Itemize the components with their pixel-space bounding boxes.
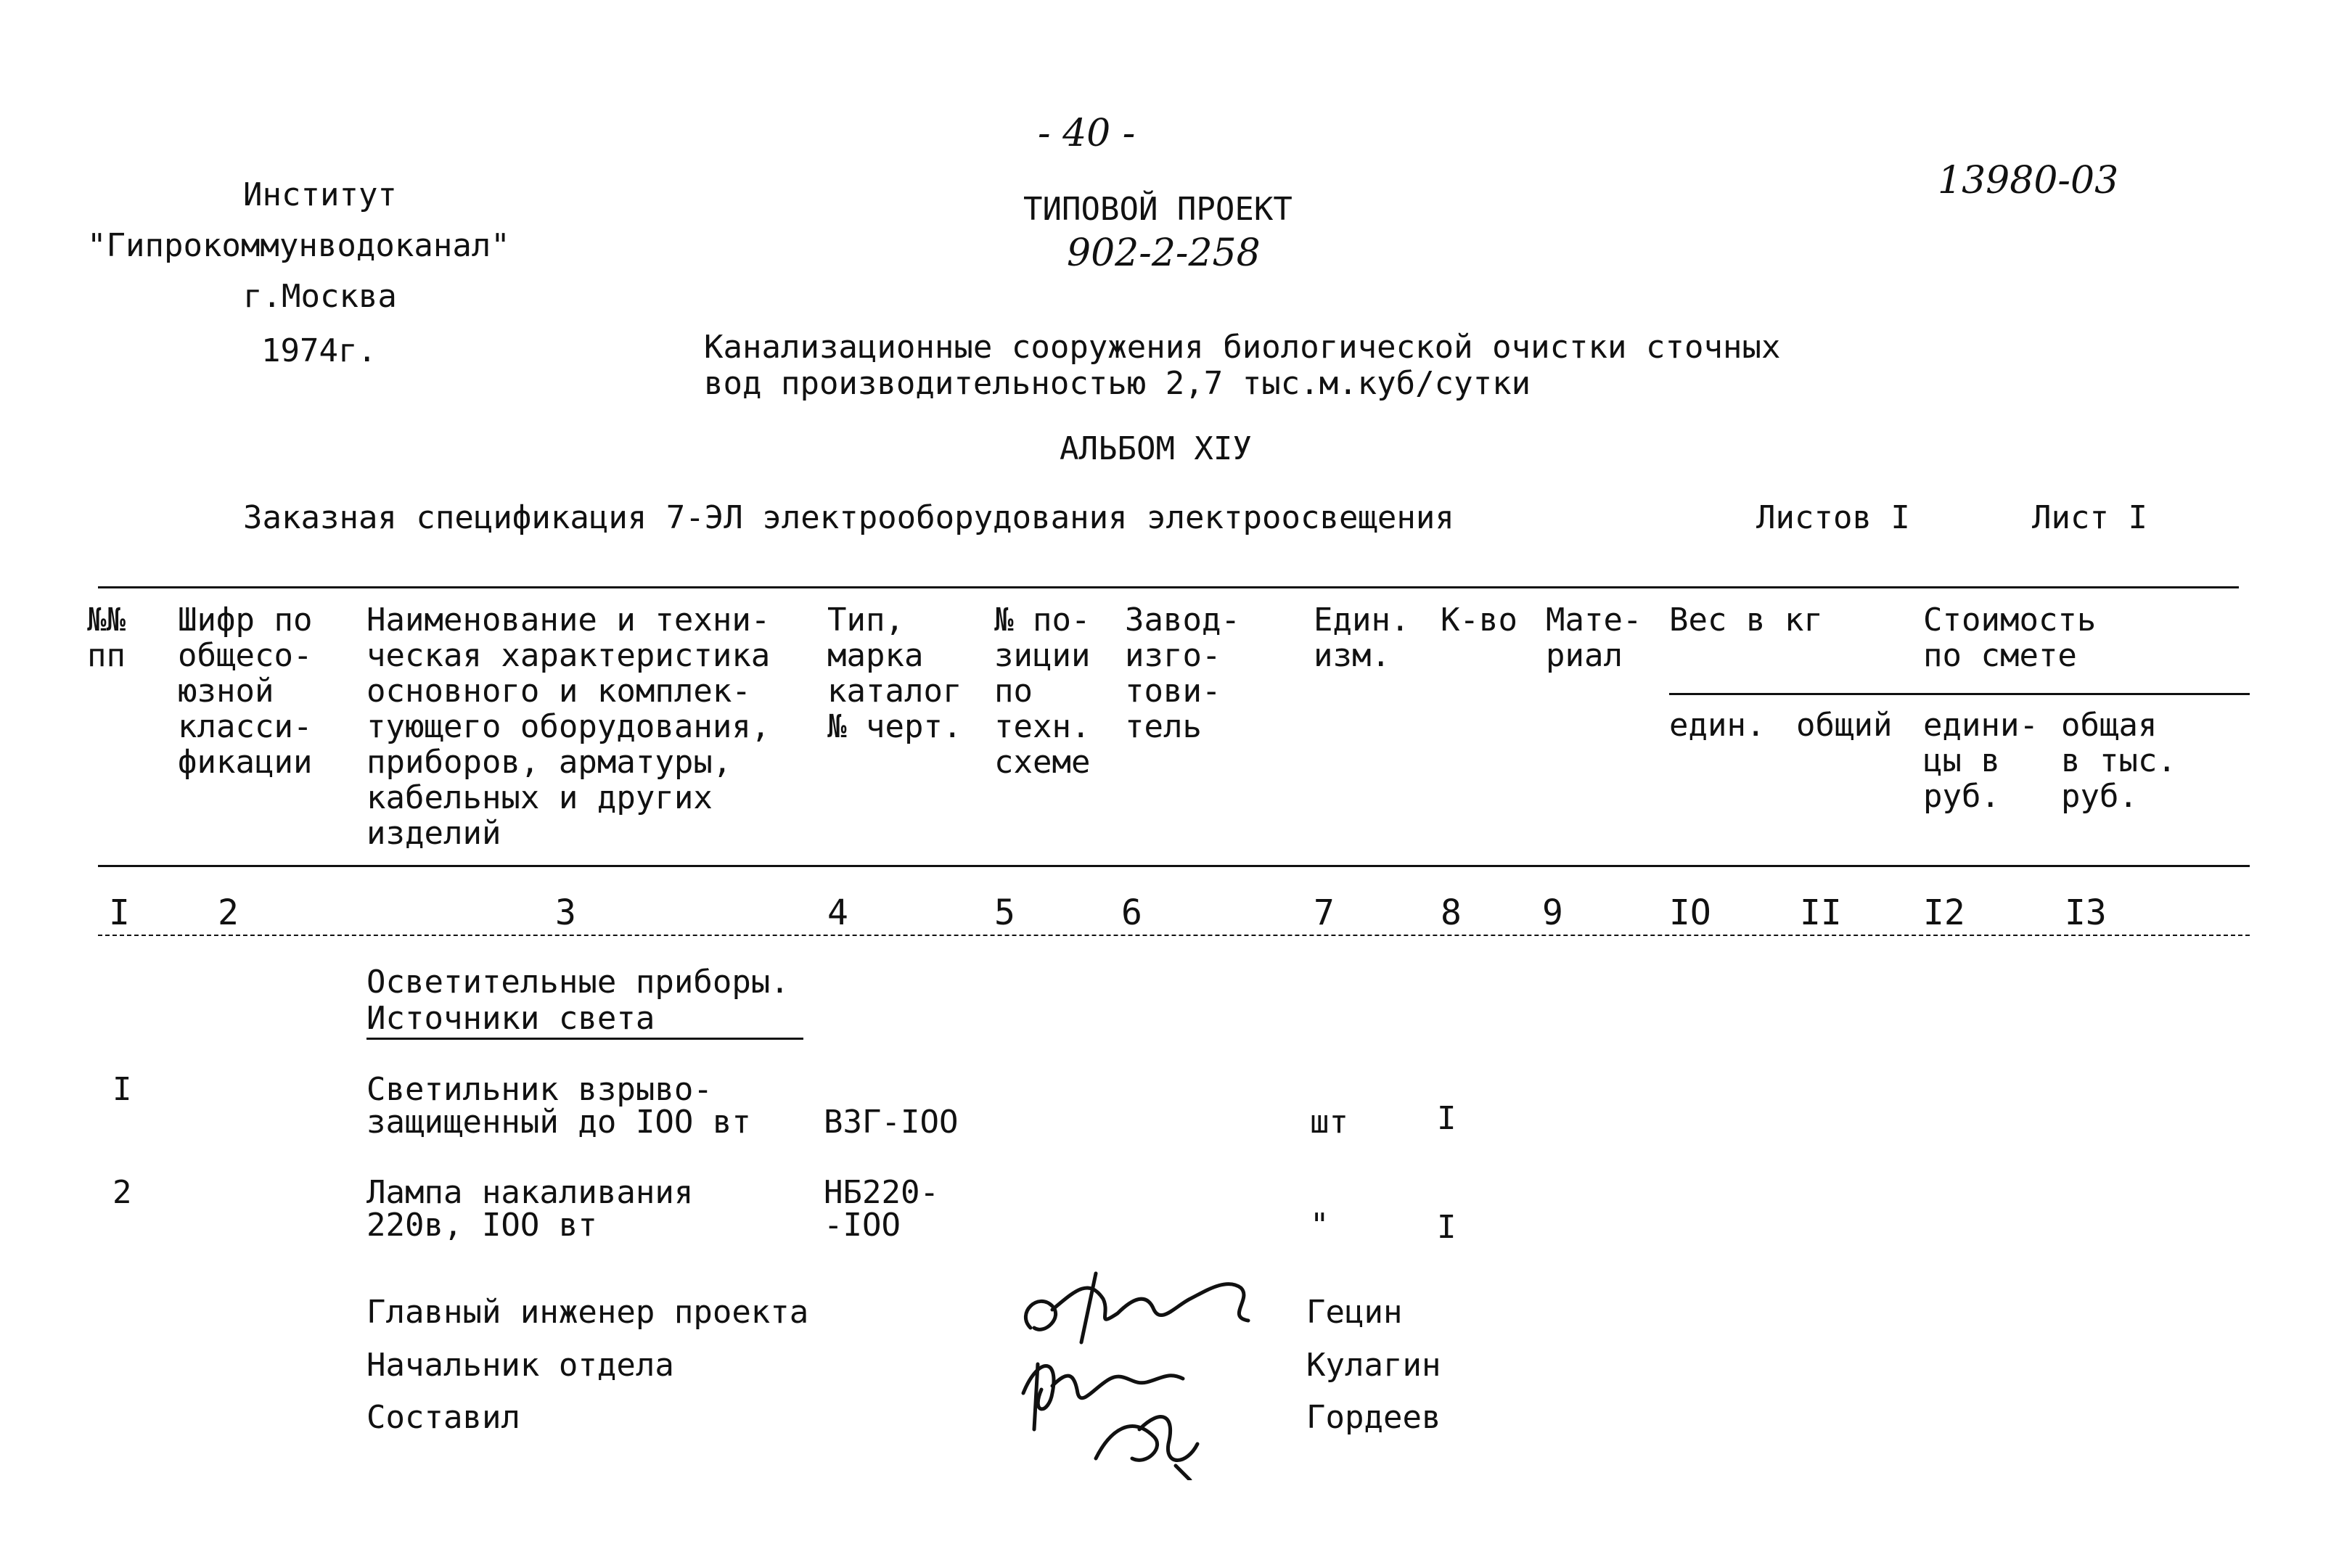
handwritten-signatures-image (1009, 1248, 1285, 1480)
institute-year: 1974г. (261, 332, 377, 369)
subheader-rule (1669, 693, 2250, 695)
row-1-number: I (112, 1071, 132, 1108)
signature-name-department-head: Кулагин (1306, 1347, 1441, 1384)
signature-role-compiler: Составил (366, 1399, 520, 1436)
column-number-1: I (109, 892, 130, 933)
header-col-4: Тип, марка каталог № черт. (827, 602, 962, 745)
column-numbers-rule (98, 935, 2250, 936)
row-2-name-line1: Лампа накаливания (366, 1174, 694, 1211)
project-number: 902-2-258 (1067, 231, 1261, 275)
document-code: 13980-03 (1938, 159, 2119, 202)
header-col-8: К-во (1441, 602, 1517, 639)
section-title-line2: Источники света (366, 1001, 803, 1040)
row-2-quantity: I (1437, 1209, 1457, 1246)
row-1-name-line2: защищенный до IOO вт (366, 1104, 751, 1141)
header-col-5: № по- зиции по техн. схеме (994, 602, 1091, 781)
project-title-line1: Канализационные сооружения биологической очистки сточных (704, 329, 1781, 366)
institute-label: Институт (243, 176, 397, 213)
header-col-6: Завод- изго- тови- тель (1125, 602, 1240, 745)
header-col-1: №№ пп (87, 602, 126, 674)
table-top-rule (98, 586, 2239, 588)
header-col-13: общая в тыс. руб. (2061, 707, 2176, 815)
column-number-10: IO (1669, 892, 1711, 933)
row-2-number: 2 (112, 1174, 132, 1211)
column-number-4: 4 (827, 892, 848, 933)
signature-role-department-head: Начальник отдела (366, 1347, 674, 1384)
signature-name-compiler: Гордеев (1306, 1399, 1441, 1436)
institute-city: г.Москва (243, 278, 397, 315)
row-2-unit: " (1310, 1207, 1330, 1244)
sheet-number: Лист I (2032, 499, 2147, 536)
column-number-6: 6 (1121, 892, 1142, 933)
column-number-3: 3 (555, 892, 576, 933)
column-number-5: 5 (994, 892, 1015, 933)
header-col-11: общий (1796, 707, 1893, 744)
institute-name: "Гипрокоммунводоканал" (87, 227, 510, 264)
row-1-name-line1: Светильник взрыво- (366, 1071, 713, 1108)
signature-role-chief-engineer: Главный инженер проекта (366, 1294, 809, 1331)
row-1-unit: шт (1310, 1104, 1348, 1141)
row-2-name-line2: 220в, IOO вт (366, 1207, 597, 1244)
header-col-10: един. (1669, 707, 1766, 744)
column-number-9: 9 (1542, 892, 1563, 933)
row-1-quantity: I (1437, 1100, 1457, 1137)
section-title-line1: Осветительные приборы. (366, 964, 790, 1001)
header-col-7: Един. изм. (1314, 602, 1410, 674)
sheets-total: Листов I (1756, 499, 1910, 536)
header-bottom-rule (98, 865, 2250, 867)
column-number-12: I2 (1923, 892, 1965, 933)
column-number-13: I3 (2065, 892, 2107, 933)
album-title: АЛЬБОМ XIУ (1060, 430, 1252, 467)
row-2-type-line1: НБ220- (824, 1174, 939, 1211)
column-number-7: 7 (1314, 892, 1335, 933)
project-label: ТИПОВОЙ ПРОЕКТ (1023, 191, 1293, 228)
header-cost-group: Стоимость по смете (1923, 602, 2097, 674)
row-2-type-line2: -IOO (824, 1207, 901, 1244)
signature-name-chief-engineer: Гецин (1306, 1294, 1403, 1331)
column-number-8: 8 (1441, 892, 1462, 933)
row-1-type: ВЗГ-IOO (824, 1104, 959, 1141)
header-col-12: едини- цы в руб. (1923, 707, 2039, 815)
header-weight-group: Вес в кг (1669, 602, 1823, 639)
header-col-9: Мате- риал (1546, 602, 1642, 674)
column-number-2: 2 (218, 892, 239, 933)
header-col-2: Шифр по общесо- юзной класси- фикации (178, 602, 313, 781)
page-number: - 40 - (1038, 112, 1136, 155)
header-col-3: Наименование и техни- ческая характеристика основного и комплек- тующего оборудования, приборов, арматуры, кабельных и других изделий (366, 602, 771, 852)
project-title-line2: вод производительностью 2,7 тыс.м.куб/сутки (704, 365, 1531, 402)
column-number-11: II (1800, 892, 1842, 933)
spec-title: Заказная спецификация 7-ЭЛ электрооборудования электроосвещения (243, 499, 1454, 536)
